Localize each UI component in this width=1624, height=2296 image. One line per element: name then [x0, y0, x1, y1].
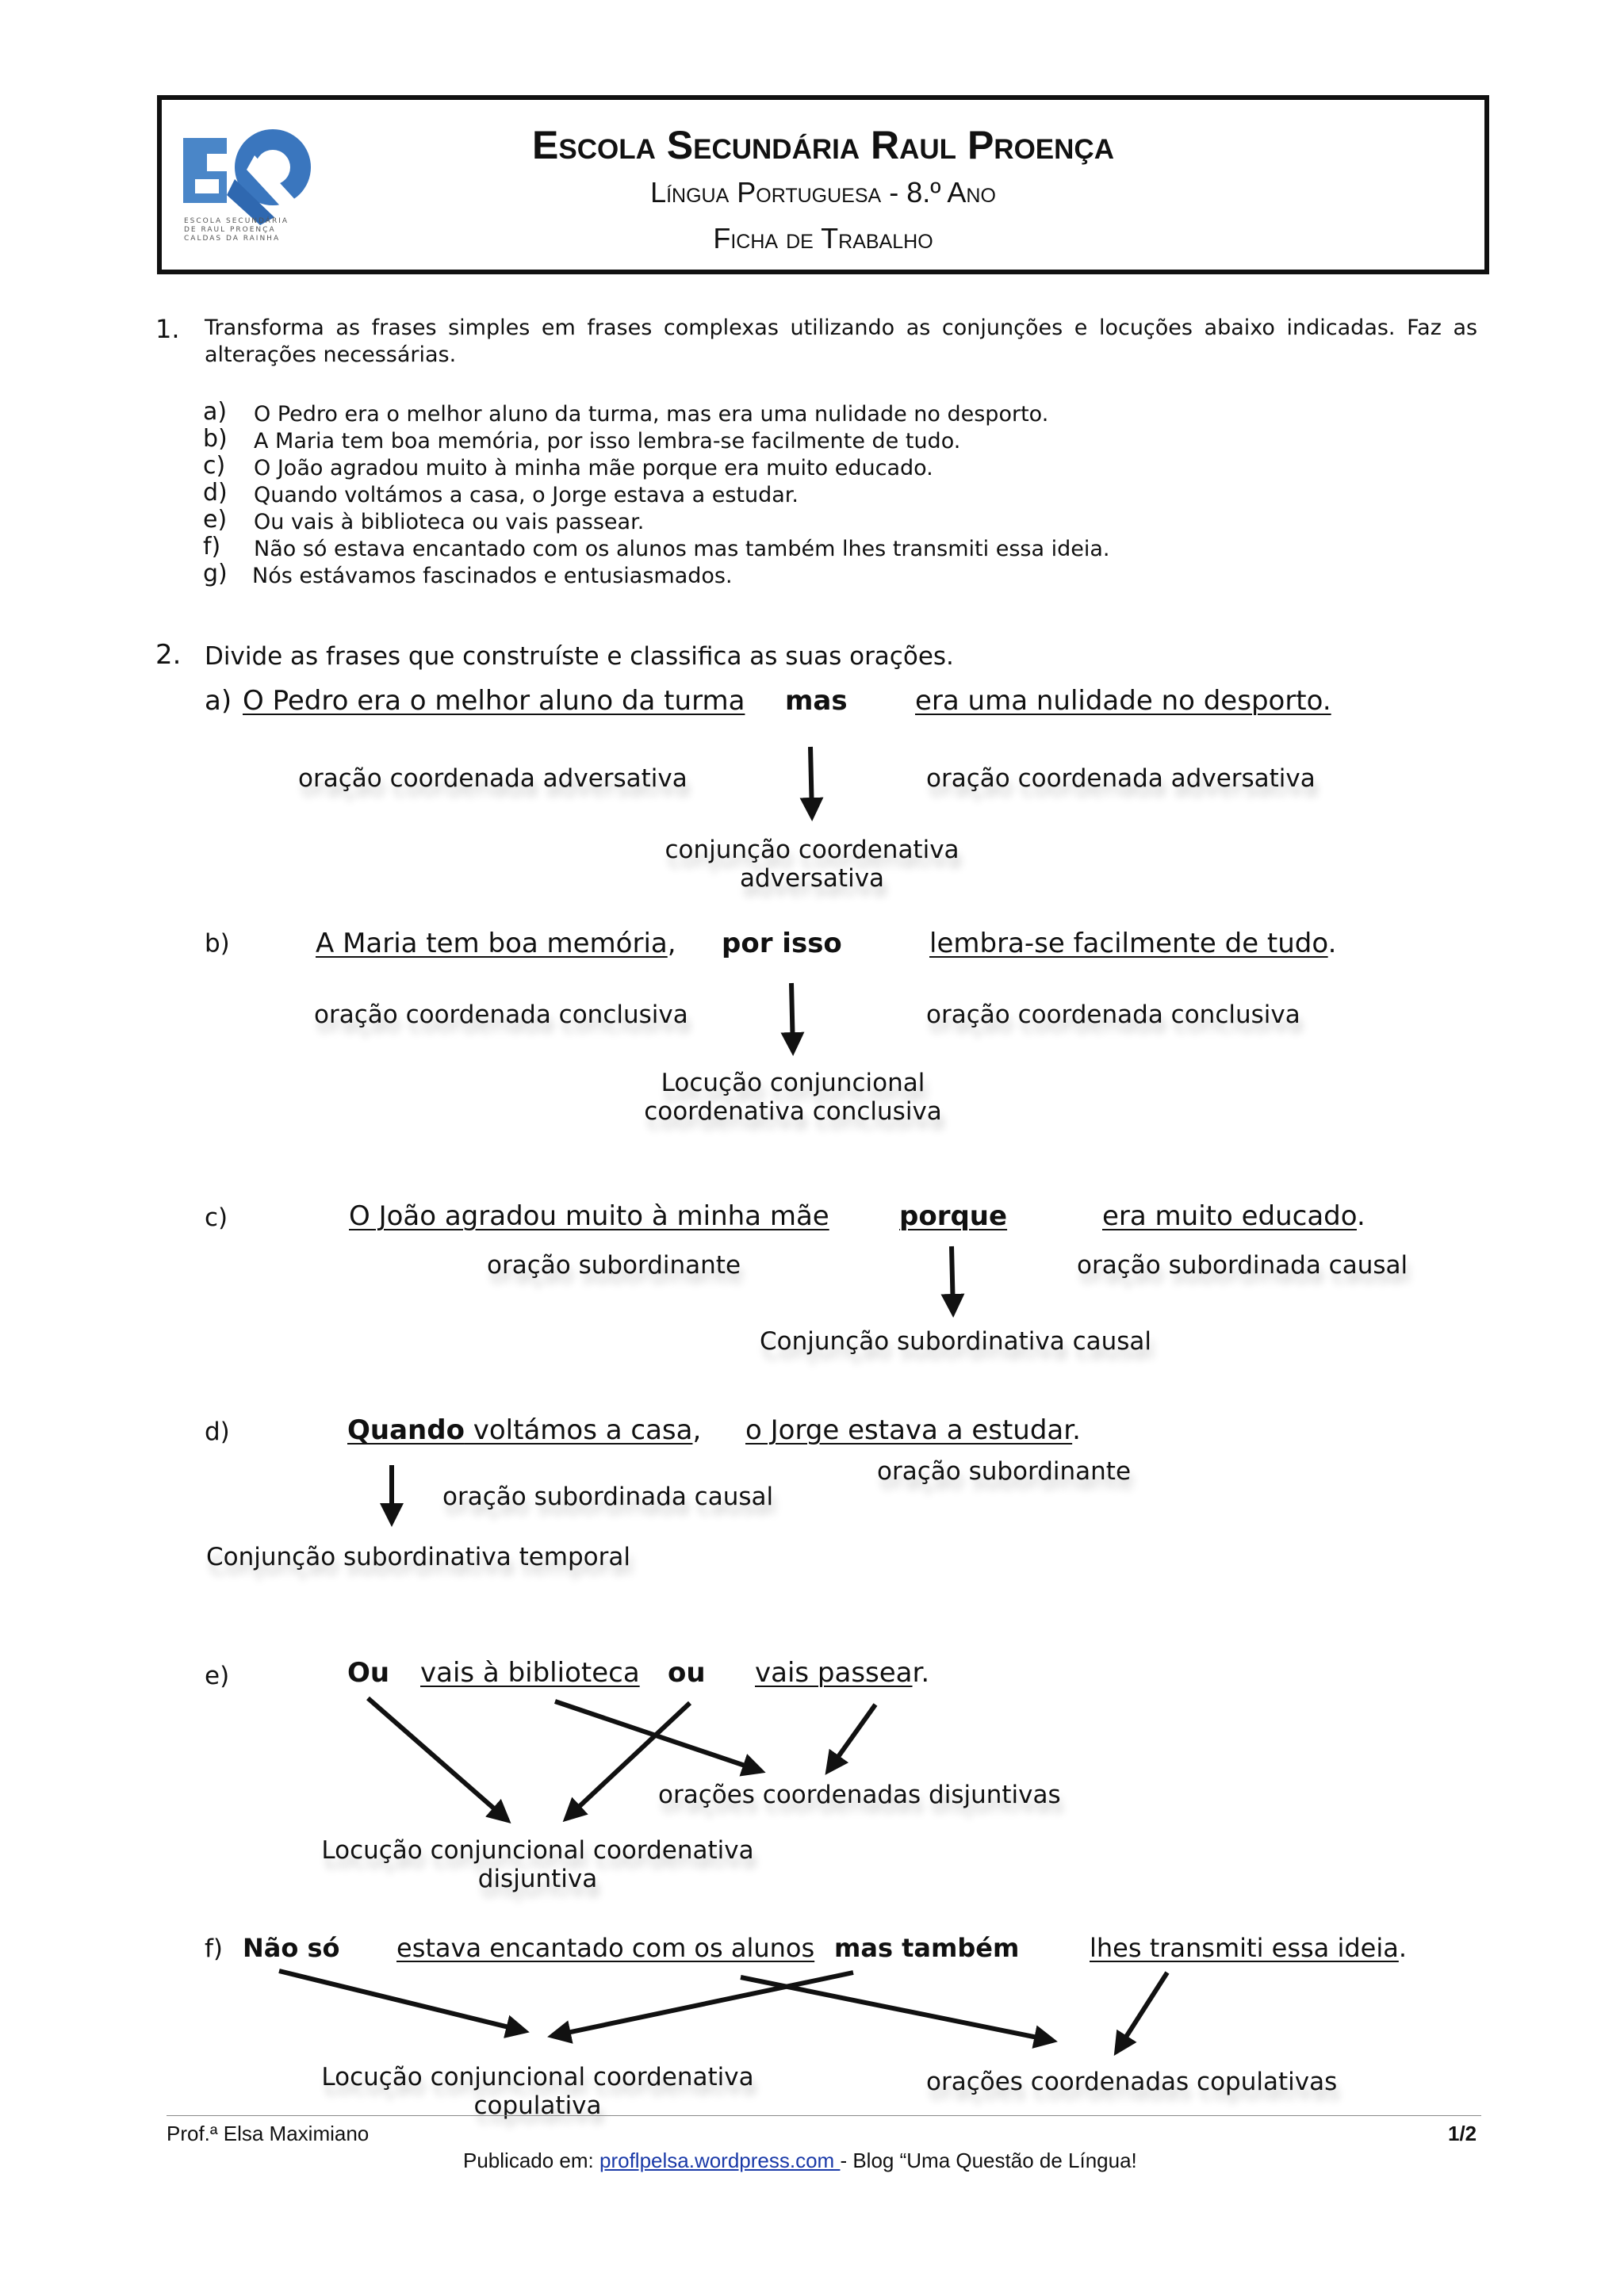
sentence-c-clause-1: O João agradou muito à minha mãe: [349, 1200, 829, 1232]
arrow-f-clause1: [741, 1977, 1053, 2041]
sentence-e-conjunction-2: ou: [668, 1657, 706, 1689]
sentence-e-letter: e): [205, 1662, 230, 1690]
sentence-f-conjunction-2: mas também: [834, 1933, 1020, 1963]
sentence-f-clause-2: lhes transmiti essa ideia: [1090, 1933, 1399, 1963]
sentence-d-letter: d): [205, 1418, 230, 1446]
list-item-text: Não só estava encantado com os alunos mas também lhes transmiti essa ideia.: [254, 537, 1110, 561]
sentence-a-clause-2: era uma nulidade no desporto.: [915, 685, 1331, 717]
sentence-a-letter: a): [205, 685, 232, 717]
arrow-e-ou1: [368, 1698, 508, 1820]
sentence-b-label-conjunction: Locução conjuncional coordenativa conclusiva: [644, 1069, 942, 1126]
question-2-instruction: Divide as frases que construíste e classifica as suas orações.: [205, 642, 954, 671]
question-1-number: 1.: [155, 314, 180, 344]
sentence-b-letter: b): [205, 929, 230, 958]
school-name: Escola Secundária Raul Proença: [532, 123, 1114, 167]
list-item-text: Nós estávamos fascinados e entusiasmados.: [252, 564, 733, 588]
list-item-letter: g): [203, 560, 228, 587]
list-item-letter: a): [203, 398, 228, 426]
header-box: [157, 95, 1489, 274]
list-item-letter: e): [203, 506, 228, 534]
sentence-c-label-right: oração subordinada causal: [1077, 1251, 1408, 1280]
arrow-c-conjunction: [952, 1246, 953, 1313]
list-item-text: O João agradou muito à minha mãe porque era muito educado.: [254, 456, 933, 480]
arrow-f-clause2: [1116, 1973, 1167, 2052]
sentence-b-clause-1: A Maria tem boa memória: [316, 928, 668, 959]
sentence-d-clause-1-wrap: [347, 1414, 701, 1446]
sentence-e-label-clauses: orações coordenadas disjuntivas: [658, 1781, 1061, 1809]
sentence-b-comma: ,: [667, 928, 676, 959]
footer-published-suffix: - Blog “Uma Questão de Língua!: [840, 2149, 1137, 2172]
sentence-b-clause-2-wrap: [929, 928, 1336, 959]
arrow-a-conjunction: [810, 747, 812, 817]
sentence-c-clause-2-wrap: [1102, 1200, 1365, 1232]
arrow-f-naoso: [279, 1971, 525, 2031]
sentence-f-clause-1: estava encantado com os alunos: [396, 1933, 815, 1963]
sentence-e-clause-2-wrap: [755, 1657, 929, 1689]
sentence-f-letter: f): [205, 1934, 224, 1963]
logo-text: ESCOLA SECUNDÁRIA DE RAUL PROENÇA CALDAS DA RAINHA: [184, 217, 289, 243]
subject-title: Língua Portuguesa - 8.º Ano: [650, 176, 996, 209]
sentence-a-label-right: oração coordenada adversativa: [926, 764, 1316, 793]
sentence-b-dot: .: [1327, 928, 1337, 959]
sentence-a-clause-1: O Pedro era o melhor aluno da turma: [243, 685, 745, 717]
sentence-f-clause-2-wrap: [1090, 1933, 1407, 1963]
sentence-d-label-right: oração subordinante: [877, 1457, 1132, 1486]
list-item-letter: d): [203, 479, 228, 507]
sheet-title: Ficha de Trabalho: [713, 222, 933, 254]
arrow-b-conjunction: [791, 983, 793, 1051]
sentence-d-comma: ,: [692, 1414, 702, 1446]
sentence-d-conjunction: Quando: [347, 1414, 465, 1446]
sentence-c-dot: .: [1356, 1200, 1365, 1232]
sentence-b-clause-1-wrap: [316, 928, 676, 959]
sentence-a-conjunction: mas: [785, 685, 848, 717]
footer-page-number: 1/2: [1448, 2122, 1477, 2145]
sentence-c-conjunction: porque: [899, 1200, 1008, 1232]
sentence-f-label-clauses: orações coordenadas copulativas: [926, 2068, 1338, 2096]
sentence-d-clause-2: o Jorge estava a estudar: [745, 1414, 1073, 1446]
list-item-text: O Pedro era o melhor aluno da turma, mas era uma nulidade no desporto.: [254, 402, 1049, 427]
footer-divider: [167, 2115, 1481, 2116]
question-1-instruction-line1: Transforma as frases simples em frases complexas utilizando as conjunções e locuções abaixo indicadas. Faz as: [205, 316, 1478, 340]
sentence-b-conjunction: por isso: [722, 928, 842, 959]
sentence-e-conjunction-1: Ou: [347, 1657, 390, 1689]
sentence-f-conjunction-1: Não só: [243, 1933, 340, 1963]
sentence-d-dot: .: [1072, 1414, 1081, 1446]
sentence-b-label-right: oração coordenada conclusiva: [926, 1001, 1300, 1029]
sentence-d-clause-2-wrap: [745, 1414, 1081, 1446]
sentence-d-label-conjunction: Conjunção subordinativa temporal: [206, 1543, 630, 1571]
sentence-f-dot: .: [1398, 1933, 1408, 1963]
question-1-instruction-line2: alterações necessárias.: [205, 342, 457, 367]
sentence-b-clause-2: lembra-se facilmente de tudo: [929, 928, 1328, 959]
sentence-c-clause-2: era muito educado: [1102, 1200, 1357, 1232]
sentence-c-label-left: oração subordinante: [487, 1251, 741, 1280]
footer-published-prefix: Publicado em:: [463, 2149, 599, 2172]
footer-author: Prof.ª Elsa Maximiano: [167, 2122, 370, 2145]
sentence-d-clause-1: voltámos a casa: [464, 1414, 693, 1446]
sentence-e-tail: r.: [912, 1657, 930, 1689]
list-item-letter: c): [203, 452, 226, 480]
arrow-e-clause1: [555, 1701, 761, 1771]
sentence-e-label-conjunction: Locução conjuncional coordenativa disjuntiva: [321, 1836, 754, 1893]
list-item-text: A Maria tem boa memória, por isso lembra-se facilmente de tudo.: [254, 429, 961, 453]
list-item-letter: b): [203, 425, 228, 453]
list-item-text: Ou vais à biblioteca ou vais passear.: [254, 510, 645, 534]
sentence-d-label-left: oração subordinada causal: [442, 1483, 774, 1511]
sentence-b-label-left: oração coordenada conclusiva: [314, 1001, 688, 1029]
footer-published: [463, 2149, 1137, 2173]
arrow-f-mastambem: [552, 1973, 853, 2036]
sentence-e-clause-2: vais passea: [755, 1657, 913, 1689]
list-item-letter: f): [203, 533, 221, 561]
question-2-number: 2.: [155, 639, 182, 671]
sentence-c-label-conjunction: Conjunção subordinativa causal: [760, 1327, 1152, 1356]
list-item-text: Quando voltámos a casa, o Jorge estava a estudar.: [254, 483, 799, 507]
sentence-c-letter: c): [205, 1203, 228, 1232]
footer-blog-link[interactable]: proflpelsa.wordpress.com: [599, 2149, 841, 2172]
sentence-a-label-conjunction: conjunção coordenativa adversativa: [665, 836, 959, 893]
sentence-f-label-conjunction: Locução conjuncional coordenativa copulativa: [321, 2063, 754, 2120]
sentence-a-label-left: oração coordenada adversativa: [298, 764, 688, 793]
arrow-e-clause2: [828, 1705, 875, 1771]
sentence-e-clause-1: vais à biblioteca: [420, 1657, 640, 1689]
